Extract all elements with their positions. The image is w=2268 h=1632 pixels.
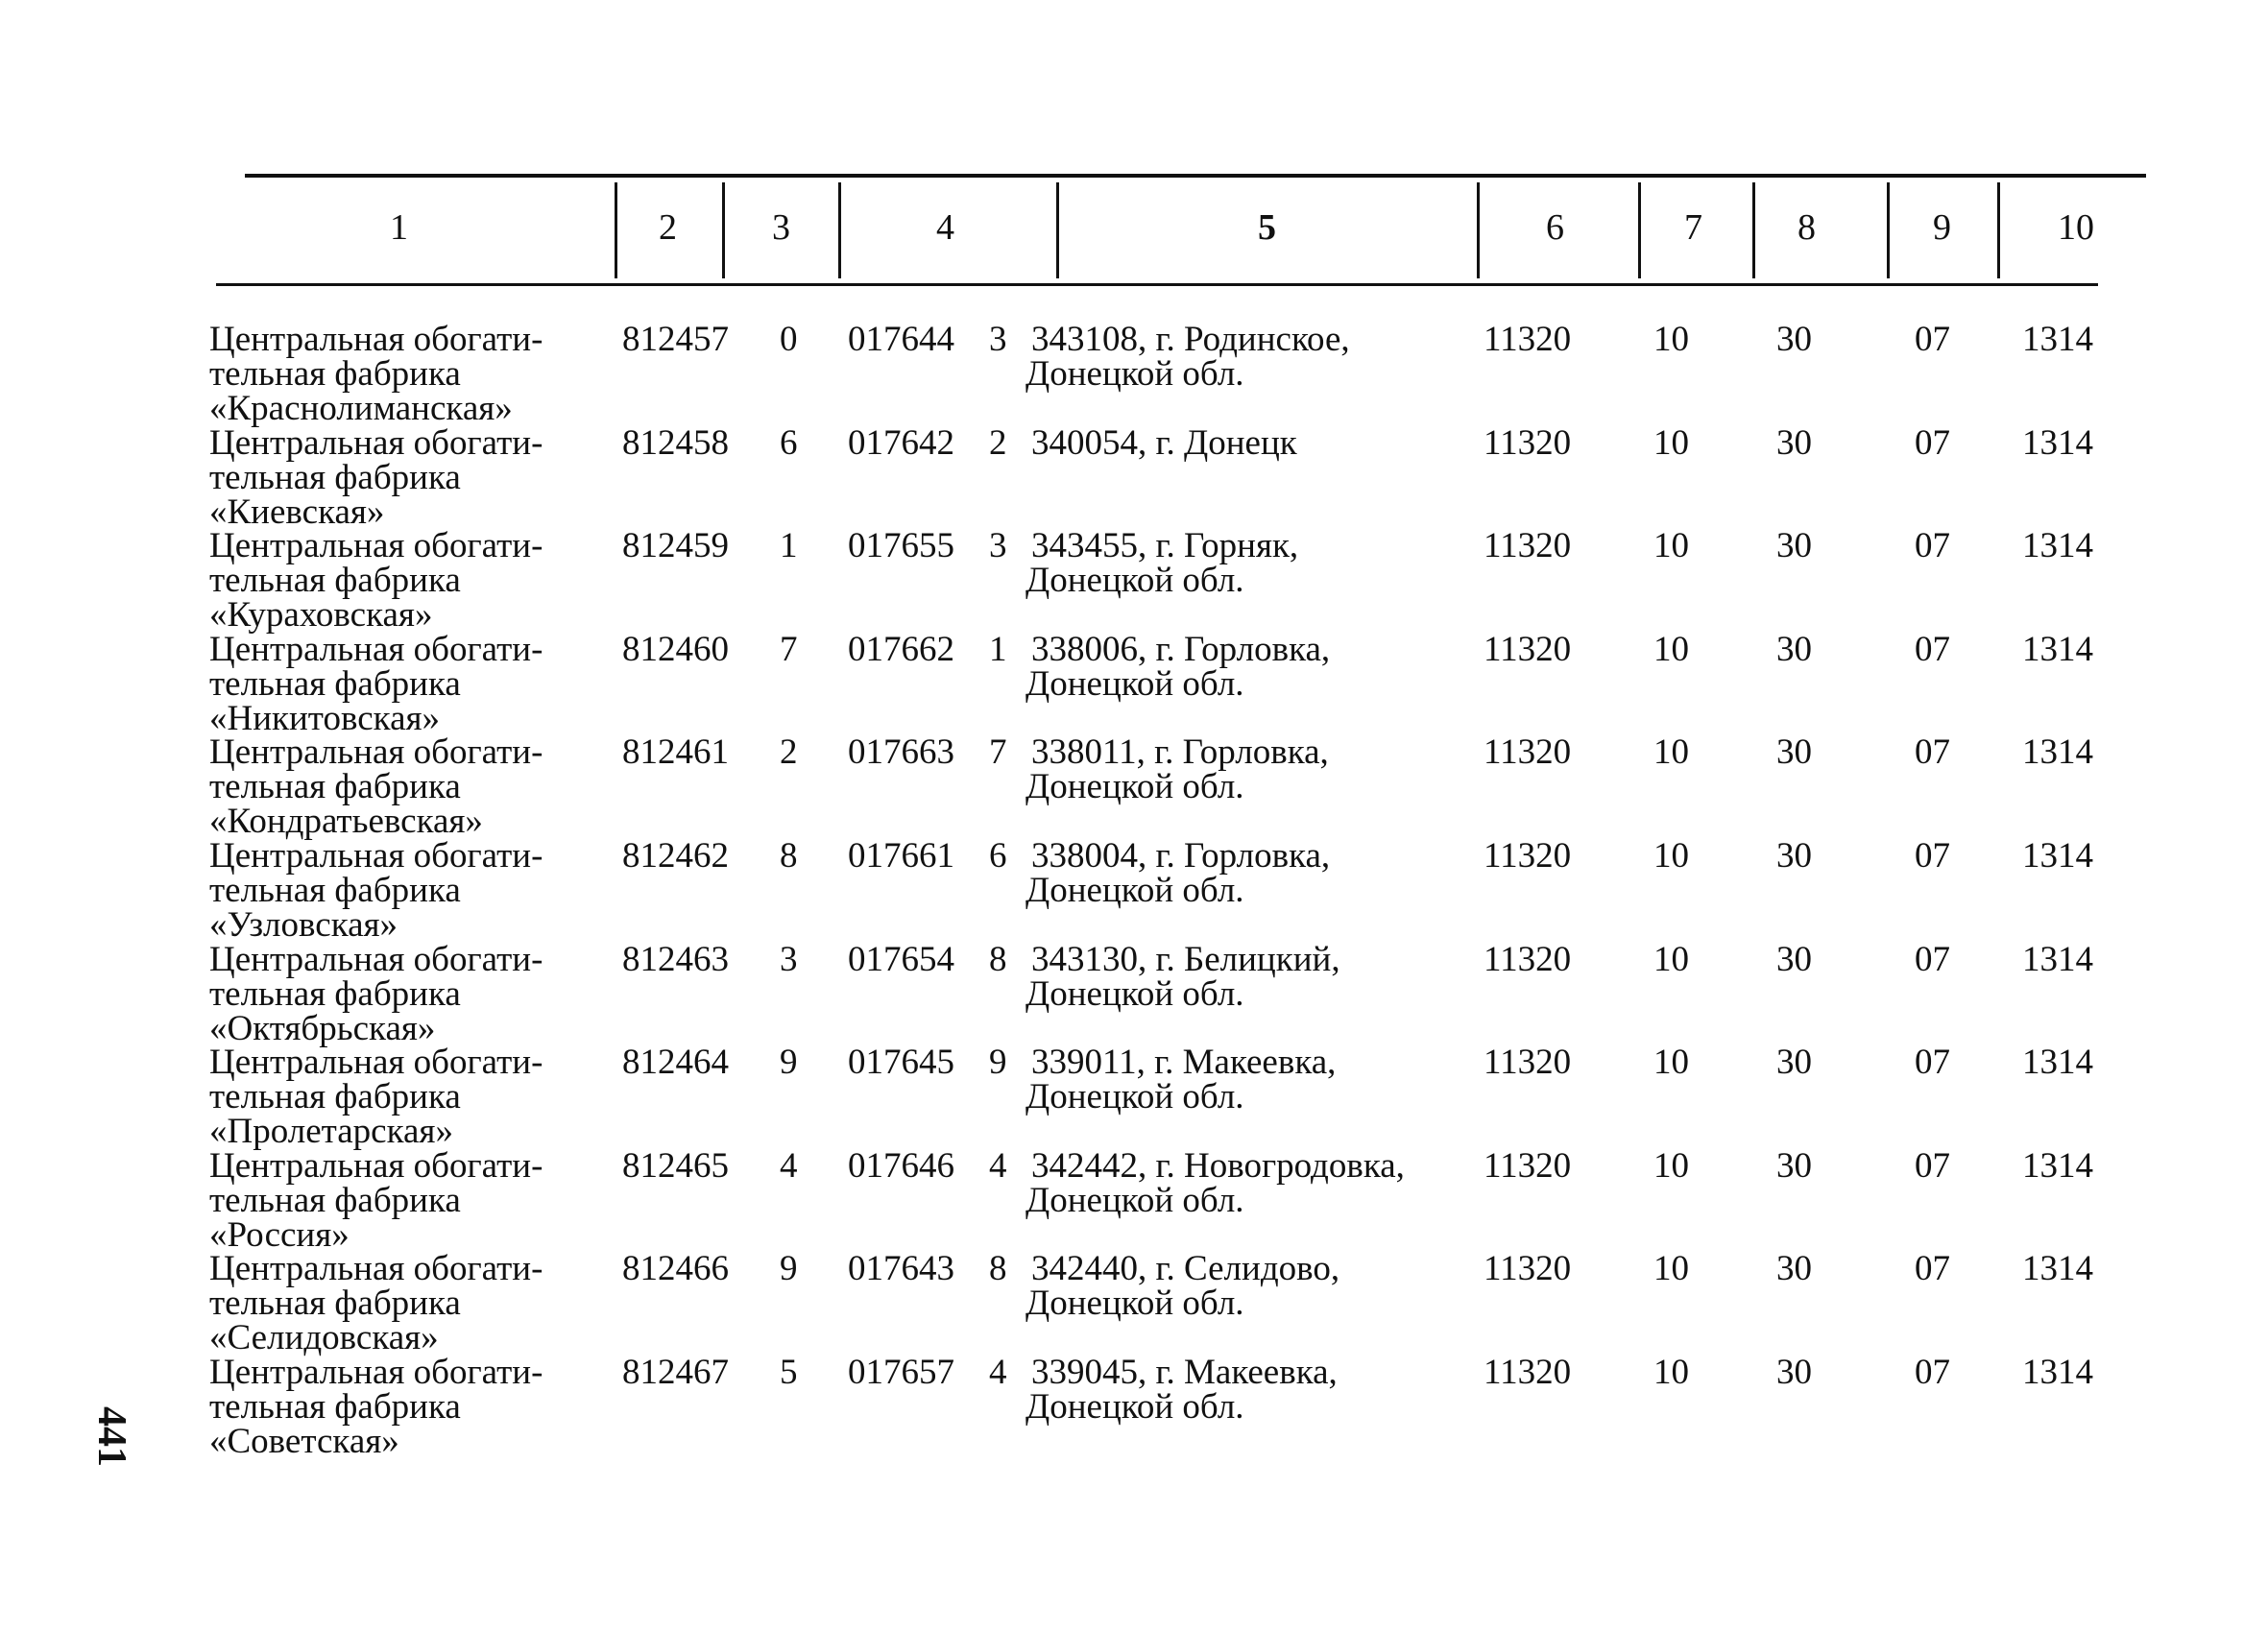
col6-cell: 11320	[1484, 320, 1572, 359]
okpo-cell: 017661	[848, 836, 954, 876]
enterprise-name-line: Центральная обогати-	[209, 1146, 543, 1186]
check-digit-cell: 5	[780, 1353, 798, 1392]
code-cell: 812467	[622, 1353, 729, 1392]
code-cell: 812462	[622, 836, 729, 876]
col9-cell: 07	[1915, 1249, 1950, 1288]
enterprise-name-line: «Кондратьевская»	[209, 802, 483, 841]
enterprise-name	[209, 1045, 543, 1149]
header-bottom-rule	[216, 283, 2098, 286]
col10-cell: 1314	[2022, 732, 2093, 772]
address-line: Донецкой обл.	[1025, 1284, 1244, 1323]
enterprise-name	[209, 423, 543, 532]
check-digit-cell: 8	[780, 836, 798, 876]
col6-cell: 11320	[1484, 1043, 1572, 1082]
enterprise-name-line: тельная фабрика	[209, 1284, 461, 1323]
address-cell	[1025, 1043, 1337, 1116]
address-line: Донецкой обл.	[1025, 1181, 1244, 1220]
col9-cell: 07	[1915, 1353, 1950, 1392]
table-row	[0, 1249, 2268, 1357]
address-cell	[1025, 940, 1340, 1014]
okpo-cell: 017642	[848, 423, 954, 463]
okpo-check-digit-cell: 4	[989, 1146, 1007, 1186]
col10-cell: 1314	[2022, 423, 2093, 463]
col7-cell: 10	[1653, 836, 1689, 876]
enterprise-name-line: Центральная обогати-	[209, 526, 543, 565]
okpo-check-digit-cell: 6	[989, 836, 1007, 876]
enterprise-name	[209, 940, 543, 1048]
col9-cell: 07	[1915, 1146, 1950, 1186]
header-col-9: 9	[1933, 207, 1951, 248]
col9-cell: 07	[1915, 320, 1950, 359]
enterprise-name	[209, 1249, 543, 1357]
address-line: 342440, г. Селидово,	[1031, 1249, 1340, 1288]
address-line: Донецкой обл.	[1025, 354, 1244, 394]
okpo-cell: 017644	[848, 320, 954, 359]
enterprise-name	[209, 320, 543, 428]
check-digit-cell: 0	[780, 320, 798, 359]
enterprise-name-line: «Краснолиманская»	[209, 389, 513, 428]
address-line: 339011, г. Макеевка,	[1031, 1043, 1337, 1082]
enterprise-name	[209, 1353, 543, 1461]
check-digit-cell: 1	[780, 526, 798, 565]
enterprise-name	[209, 836, 543, 945]
col6-cell: 11320	[1484, 1249, 1572, 1288]
header-col-3: 3	[772, 207, 790, 248]
header-separator	[1997, 182, 2000, 278]
enterprise-name-line: тельная фабрика	[209, 871, 461, 910]
address-line	[1025, 461, 1297, 495]
col9-cell: 07	[1915, 940, 1950, 979]
enterprise-name-line: «Пролетарская»	[209, 1112, 453, 1151]
col7-cell: 10	[1653, 1249, 1689, 1288]
col7-cell: 10	[1653, 732, 1689, 772]
okpo-check-digit-cell: 8	[989, 1249, 1007, 1288]
col8-cell: 30	[1776, 836, 1812, 876]
address-line: Донецкой обл.	[1025, 1077, 1244, 1116]
col8-cell: 30	[1776, 1249, 1812, 1288]
enterprise-name-line: Центральная обогати-	[209, 1249, 543, 1288]
col10-cell: 1314	[2022, 320, 2093, 359]
col9-cell: 07	[1915, 1043, 1950, 1082]
enterprise-name	[209, 732, 543, 841]
code-cell: 812461	[622, 732, 729, 772]
address-line: Донецкой обл.	[1025, 871, 1244, 910]
col6-cell: 11320	[1484, 940, 1572, 979]
address-line: Донецкой обл.	[1025, 1387, 1244, 1427]
okpo-check-digit-cell: 4	[989, 1353, 1007, 1392]
enterprise-name-line: Центральная обогати-	[209, 1353, 543, 1392]
code-cell: 812458	[622, 423, 729, 463]
header-separator	[1056, 182, 1059, 278]
enterprise-name-line: тельная фабрика	[209, 354, 461, 394]
address-line: 338004, г. Горловка,	[1031, 836, 1331, 876]
col6-cell: 11320	[1484, 423, 1572, 463]
address-line: Донецкой обл.	[1025, 974, 1244, 1014]
enterprise-name-line: Центральная обогати-	[209, 630, 543, 669]
okpo-check-digit-cell: 1	[989, 630, 1007, 669]
header-col-8: 8	[1798, 207, 1816, 248]
page-number: 441	[89, 1406, 133, 1467]
col10-cell: 1314	[2022, 1146, 2093, 1186]
enterprise-name	[209, 526, 543, 635]
enterprise-name-line: Центральная обогати-	[209, 1043, 543, 1082]
enterprise-name-line: «Никитовская»	[209, 699, 441, 738]
col7-cell: 10	[1653, 630, 1689, 669]
address-cell	[1025, 836, 1331, 910]
enterprise-name-line: тельная фабрика	[209, 767, 461, 806]
address-cell	[1025, 320, 1350, 394]
col6-cell: 11320	[1484, 836, 1572, 876]
okpo-check-digit-cell: 2	[989, 423, 1007, 463]
header-separator	[838, 182, 841, 278]
enterprise-name-line: Центральная обогати-	[209, 836, 543, 876]
okpo-cell: 017655	[848, 526, 954, 565]
col8-cell: 30	[1776, 1353, 1812, 1392]
address-cell	[1025, 630, 1331, 704]
enterprise-name-line: тельная фабрика	[209, 1387, 461, 1427]
enterprise-name	[209, 1146, 543, 1255]
col10-cell: 1314	[2022, 940, 2093, 979]
col6-cell: 11320	[1484, 732, 1572, 772]
header-col-6: 6	[1546, 207, 1564, 248]
enterprise-name-line: Центральная обогати-	[209, 732, 543, 772]
address-line: 343108, г. Родинское,	[1031, 320, 1350, 359]
code-cell: 812463	[622, 940, 729, 979]
table-row	[0, 732, 2268, 841]
check-digit-cell: 9	[780, 1043, 798, 1082]
check-digit-cell: 9	[780, 1249, 798, 1288]
check-digit-cell: 6	[780, 423, 798, 463]
enterprise-name-line: тельная фабрика	[209, 1181, 461, 1220]
okpo-check-digit-cell: 3	[989, 320, 1007, 359]
table-row	[0, 423, 2268, 532]
col6-cell: 11320	[1484, 1353, 1572, 1392]
header-separator	[1752, 182, 1755, 278]
okpo-cell: 017662	[848, 630, 954, 669]
header-separator	[615, 182, 617, 278]
check-digit-cell: 2	[780, 732, 798, 772]
enterprise-name	[209, 630, 543, 738]
table-row	[0, 320, 2268, 428]
col6-cell: 11320	[1484, 526, 1572, 565]
address-cell	[1025, 1146, 1405, 1220]
col9-cell: 07	[1915, 423, 1950, 463]
col10-cell: 1314	[2022, 526, 2093, 565]
okpo-cell: 017657	[848, 1353, 954, 1392]
check-digit-cell: 4	[780, 1146, 798, 1186]
code-cell: 812459	[622, 526, 729, 565]
enterprise-name-line: «Россия»	[209, 1215, 350, 1255]
address-line: Донецкой обл.	[1025, 767, 1244, 806]
col9-cell: 07	[1915, 526, 1950, 565]
col10-cell: 1314	[2022, 1043, 2093, 1082]
enterprise-name-line: «Кураховская»	[209, 595, 433, 635]
header-separator	[1887, 182, 1890, 278]
address-line: 338011, г. Горловка,	[1031, 732, 1329, 772]
address-line: 339045, г. Макеевка,	[1031, 1353, 1338, 1392]
col8-cell: 30	[1776, 526, 1812, 565]
enterprise-name-line: Центральная обогати-	[209, 940, 543, 979]
address-line: 343455, г. Горняк,	[1031, 526, 1299, 565]
address-cell	[1025, 1249, 1340, 1323]
code-cell: 812457	[622, 320, 729, 359]
col6-cell: 11320	[1484, 1146, 1572, 1186]
col10-cell: 1314	[2022, 836, 2093, 876]
check-digit-cell: 7	[780, 630, 798, 669]
enterprise-name-line: тельная фабрика	[209, 458, 461, 497]
okpo-check-digit-cell: 9	[989, 1043, 1007, 1082]
address-line: 338006, г. Горловка,	[1031, 630, 1331, 669]
check-digit-cell: 3	[780, 940, 798, 979]
col6-cell: 11320	[1484, 630, 1572, 669]
okpo-cell: 017643	[848, 1249, 954, 1288]
enterprise-name-line: тельная фабрика	[209, 1077, 461, 1116]
code-cell: 812460	[622, 630, 729, 669]
col7-cell: 10	[1653, 526, 1689, 565]
okpo-cell: 017645	[848, 1043, 954, 1082]
col9-cell: 07	[1915, 836, 1950, 876]
col7-cell: 10	[1653, 1043, 1689, 1082]
okpo-check-digit-cell: 7	[989, 732, 1007, 772]
enterprise-name-line: Центральная обогати-	[209, 320, 543, 359]
col9-cell: 07	[1915, 630, 1950, 669]
address-line: 343130, г. Белицкий,	[1031, 940, 1340, 979]
address-line: 340054, г. Донецк	[1031, 423, 1297, 463]
col8-cell: 30	[1776, 1043, 1812, 1082]
col8-cell: 30	[1776, 732, 1812, 772]
okpo-check-digit-cell: 8	[989, 940, 1007, 979]
address-cell	[1025, 732, 1329, 806]
header-col-2: 2	[659, 207, 677, 248]
address-line: Донецкой обл.	[1025, 561, 1244, 600]
table-row	[0, 940, 2268, 1048]
table-row	[0, 526, 2268, 635]
col8-cell: 30	[1776, 630, 1812, 669]
address-cell	[1031, 423, 1297, 495]
code-cell: 812465	[622, 1146, 729, 1186]
col8-cell: 30	[1776, 1146, 1812, 1186]
header-separator	[1477, 182, 1480, 278]
col7-cell: 10	[1653, 1353, 1689, 1392]
enterprise-name-line: тельная фабрика	[209, 561, 461, 600]
header-col-5: 5	[1258, 207, 1276, 248]
table-row	[0, 1045, 2268, 1149]
col7-cell: 10	[1653, 1146, 1689, 1186]
header-col-4: 4	[936, 207, 954, 248]
enterprise-name-line: «Селидовская»	[209, 1318, 439, 1357]
okpo-check-digit-cell: 3	[989, 526, 1007, 565]
col8-cell: 30	[1776, 940, 1812, 979]
header-col-10: 10	[2058, 207, 2094, 248]
col7-cell: 10	[1653, 423, 1689, 463]
table-row	[0, 1353, 2268, 1461]
col9-cell: 07	[1915, 732, 1950, 772]
enterprise-name-line: «Киевская»	[209, 492, 385, 532]
okpo-cell: 017646	[848, 1146, 954, 1186]
col8-cell: 30	[1776, 320, 1812, 359]
col7-cell: 10	[1653, 940, 1689, 979]
okpo-cell: 017654	[848, 940, 954, 979]
table-row	[0, 630, 2268, 738]
table-row	[0, 836, 2268, 945]
col7-cell: 10	[1653, 320, 1689, 359]
enterprise-name-line: тельная фабрика	[209, 664, 461, 704]
col10-cell: 1314	[2022, 630, 2093, 669]
col10-cell: 1314	[2022, 1353, 2093, 1392]
address-cell	[1025, 1353, 1338, 1427]
enterprise-name-line: «Узловская»	[209, 905, 398, 945]
table-top-rule	[245, 174, 2146, 178]
header-separator	[722, 182, 725, 278]
enterprise-name-line: Центральная обогати-	[209, 423, 543, 463]
address-line: Донецкой обл.	[1025, 664, 1244, 704]
header-col-1: 1	[390, 207, 408, 248]
col8-cell: 30	[1776, 423, 1812, 463]
col10-cell: 1314	[2022, 1249, 2093, 1288]
code-cell: 812466	[622, 1249, 729, 1288]
table-row	[0, 1146, 2268, 1255]
address-cell	[1025, 526, 1299, 600]
enterprise-name-line: «Октябрьская»	[209, 1009, 436, 1048]
enterprise-name-line: «Советская»	[209, 1422, 399, 1461]
address-line: 342442, г. Новогродовка,	[1031, 1146, 1405, 1186]
okpo-cell: 017663	[848, 732, 954, 772]
enterprise-name-line: тельная фабрика	[209, 974, 461, 1014]
header-col-7: 7	[1684, 207, 1702, 248]
code-cell: 812464	[622, 1043, 729, 1082]
header-separator	[1638, 182, 1641, 278]
